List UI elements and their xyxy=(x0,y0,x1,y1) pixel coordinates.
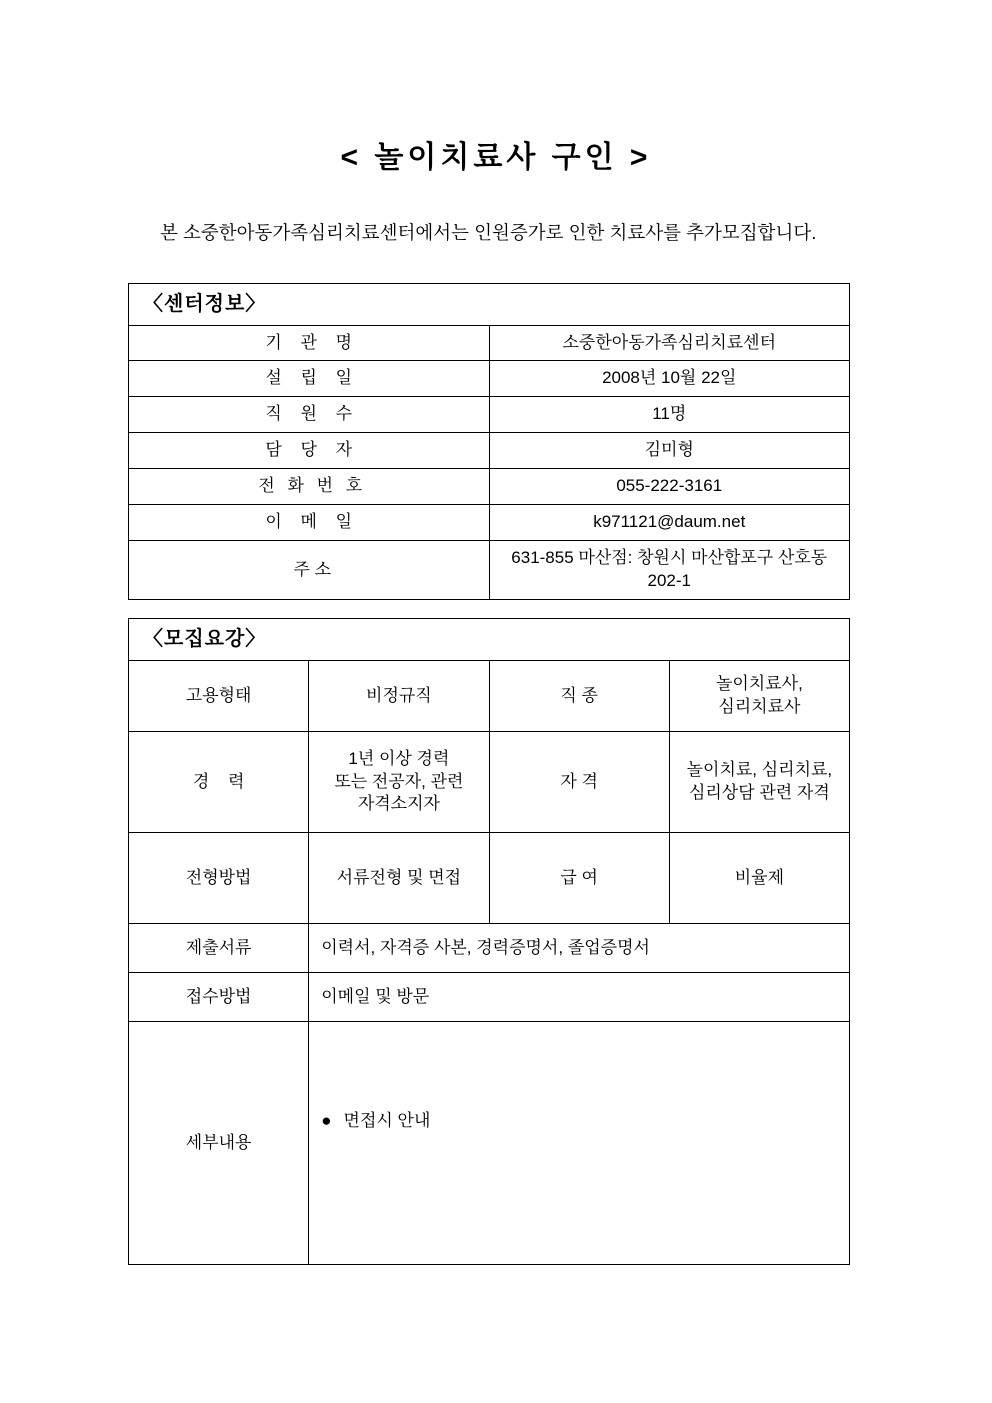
label-qualification: 자 격 xyxy=(489,732,669,833)
label-details: 세부내용 xyxy=(129,1022,309,1265)
value-job-category-line2: 심리치료사 xyxy=(718,697,801,717)
recruit-heading: 〈모집요강〉 xyxy=(129,619,850,661)
value-experience-line2: 또는 전공자, 관련 xyxy=(334,771,464,791)
row-value-founded: 2008년 10월 22일 xyxy=(489,361,850,397)
table-row xyxy=(129,283,850,325)
table-row xyxy=(129,619,850,661)
label-selection-method: 전형방법 xyxy=(129,833,309,924)
row-label-org-name: 기 관 명 xyxy=(129,325,490,361)
intro-paragraph xyxy=(128,218,864,249)
table-row xyxy=(129,361,850,397)
value-details-text: 면접시 안내 xyxy=(343,1111,431,1131)
table-row xyxy=(129,469,850,505)
table-row xyxy=(129,397,850,433)
intro-text: 본 소중한아동가족심리치료센터에서는 인원증가로 인한 치료사를 추가모집합니다. xyxy=(160,222,817,243)
value-job-category-line1: 놀이치료사, xyxy=(715,674,803,694)
table-row xyxy=(129,541,850,600)
table-row xyxy=(129,924,850,973)
value-qualification-line2: 심리상담 관련 자격 xyxy=(688,783,830,803)
value-qualification xyxy=(669,732,849,833)
table-row xyxy=(129,661,850,732)
row-value-org-name: 소중한아동가족심리치료센터 xyxy=(489,325,850,361)
table-row xyxy=(129,433,850,469)
label-application-method: 접수방법 xyxy=(129,973,309,1022)
label-salary: 급 여 xyxy=(489,833,669,924)
row-label-founded: 설 립 일 xyxy=(129,361,490,397)
row-label-contact-person: 담 당 자 xyxy=(129,433,490,469)
row-label-email: 이 메 일 xyxy=(129,505,490,541)
table-row xyxy=(129,973,850,1022)
row-label-address: 주 소 xyxy=(129,541,490,600)
center-info-table xyxy=(128,283,850,601)
table-row xyxy=(129,325,850,361)
value-experience-line3: 자격소지자 xyxy=(357,794,440,814)
value-selection-method: 서류전형 및 면접 xyxy=(309,833,489,924)
table-row xyxy=(129,833,850,924)
row-value-phone: 055-222-3161 xyxy=(489,469,850,505)
value-job-category xyxy=(669,661,849,732)
value-experience xyxy=(309,732,489,833)
row-value-contact-person: 김미형 xyxy=(489,433,850,469)
label-experience: 경 력 xyxy=(129,732,309,833)
value-application-method: 이메일 및 방문 xyxy=(309,973,850,1022)
row-label-phone: 전 화 번 호 xyxy=(129,469,490,505)
value-employment-type: 비정규직 xyxy=(309,661,489,732)
row-value-address: 631-855 마산점: 창원시 마산합포구 산호동 202-1 xyxy=(489,541,850,600)
value-details xyxy=(309,1022,850,1265)
row-label-staff-count: 직 원 수 xyxy=(129,397,490,433)
center-info-heading: 〈센터정보〉 xyxy=(129,283,850,325)
label-job-category: 직 종 xyxy=(489,661,669,732)
table-row xyxy=(129,505,850,541)
table-row xyxy=(129,732,850,833)
value-experience-line1: 1년 이상 경력 xyxy=(348,748,450,768)
row-value-email: k971121@daum.net xyxy=(489,505,850,541)
value-required-documents: 이력서, 자격증 사본, 경력증명서, 졸업증명서 xyxy=(309,924,850,973)
recruit-table xyxy=(128,618,850,1265)
bullet-icon: ● xyxy=(321,1111,332,1131)
table-row xyxy=(129,1022,850,1265)
label-required-documents: 제출서류 xyxy=(129,924,309,973)
page-title: < 놀이치료사 구인 > xyxy=(340,141,652,174)
value-salary: 비율제 xyxy=(669,833,849,924)
row-value-staff-count: 11명 xyxy=(489,397,850,433)
label-employment-type: 고용형태 xyxy=(129,661,309,732)
value-qualification-line1: 놀이치료, 심리치료, xyxy=(686,760,833,780)
